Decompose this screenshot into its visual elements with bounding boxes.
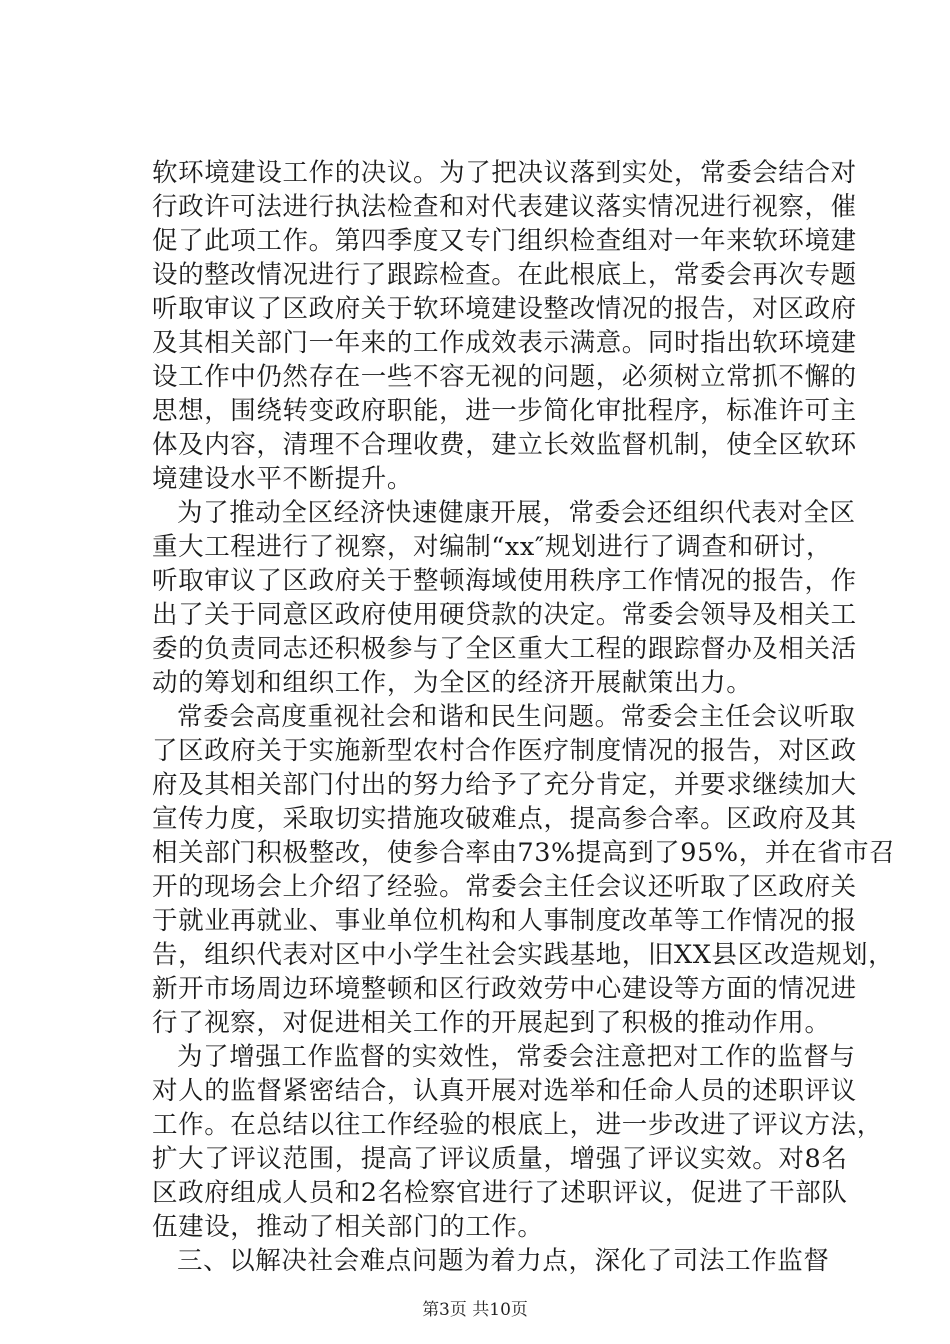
text-line: 体及内容，清理不合理收费，建立长效监督机制，使全区软环 (152, 430, 857, 460)
text-line: 新开市场周边环境整顿和区行政效劳中心建设等方面的情况进 (152, 974, 857, 1004)
text-line: 思想，围绕转变政府职能，进一步简化审批程序，标准许可主 (152, 396, 857, 426)
text-line: 伍建设，推动了相关部门的工作。 (152, 1212, 544, 1242)
section-heading: 三、以解决社会难点问题为着力点，深化了司法工作监督 (177, 1246, 830, 1276)
text-line: 委的负责同志还积极参与了全区重大工程的跟踪督办及相关活 (152, 634, 857, 664)
text-line: 对人的监督紧密结合，认真开展对选举和任命人员的述职评议 (152, 1076, 857, 1106)
text-line: 了区政府关于实施新型农村合作医疗制度情况的报告，对区政 (152, 736, 857, 766)
text-line: 促了此项工作。第四季度又专门组织检查组对一年来软环境建 (152, 226, 857, 256)
paragraph-first-line: 为了推动全区经济快速健康开展，常委会还组织代表对全区 (177, 498, 856, 528)
text-line: 扩大了评议范围，提高了评议质量，增强了评议实效。对8名 (152, 1144, 848, 1174)
text-line: 设的整改情况进行了跟踪检查。在此根底上，常委会再次专题 (152, 260, 857, 290)
text-line: 重大工程进行了视察，对编制“xx″规划进行了调查和研讨， (152, 532, 833, 562)
text-line: 听取审议了区政府关于整顿海域使用秩序工作情况的报告，作 (152, 566, 857, 596)
text-line: 区政府组成人员和2名检察官进行了述职评议，促进了干部队 (152, 1178, 848, 1208)
text-line: 于就业再就业、事业单位机构和人事制度改革等工作情况的报 (152, 906, 857, 936)
text-line: 出了关于同意区政府使用硬贷款的决定。常委会领导及相关工 (152, 600, 857, 630)
text-line: 工作。在总结以往工作经验的根底上，进一步改进了评议方法， (152, 1110, 883, 1140)
text-line: 开的现场会上介绍了经验。常委会主任会议还听取了区政府关 (152, 872, 857, 902)
text-line: 软环境建设工作的决议。为了把决议落到实处，常委会结合对 (152, 158, 857, 188)
text-line: 及其相关部门一年来的工作成效表示满意。同时指出软环境建 (152, 328, 857, 358)
text-line: 动的筹划和组织工作，为全区的经济开展献策出力。 (152, 668, 753, 698)
text-line: 听取审议了区政府关于软环境建设整改情况的报告，对区政府 (152, 294, 857, 324)
text-line: 设工作中仍然存在一些不容无视的问题，必须树立常抓不懈的 (152, 362, 857, 392)
text-line: 行了视察，对促进相关工作的开展起到了积极的推动作用。 (152, 1008, 831, 1038)
page-number-footer: 第3页 共10页 (422, 1300, 528, 1320)
text-line: 相关部门积极整改，使参合率由73%提高到了95%，并在省市召 (152, 838, 896, 868)
text-line: 宣传力度，采取切实措施攻破难点，提高参合率。区政府及其 (152, 804, 857, 834)
text-line: 行政许可法进行执法检查和对代表建议落实情况进行视察，催 (152, 192, 857, 222)
text-line: 境建设水平不断提升。 (152, 464, 414, 494)
paragraph-first-line: 常委会高度重视社会和谐和民生问题。常委会主任会议听取 (177, 702, 856, 732)
paragraph-first-line: 为了增强工作监督的实效性，常委会注意把对工作的监督与 (177, 1042, 856, 1072)
text-line: 告，组织代表对区中小学生社会实践基地，旧XX县区改造规划， (152, 940, 895, 970)
text-line: 府及其相关部门付出的努力给予了充分肯定，并要求继续加大 (152, 770, 857, 800)
